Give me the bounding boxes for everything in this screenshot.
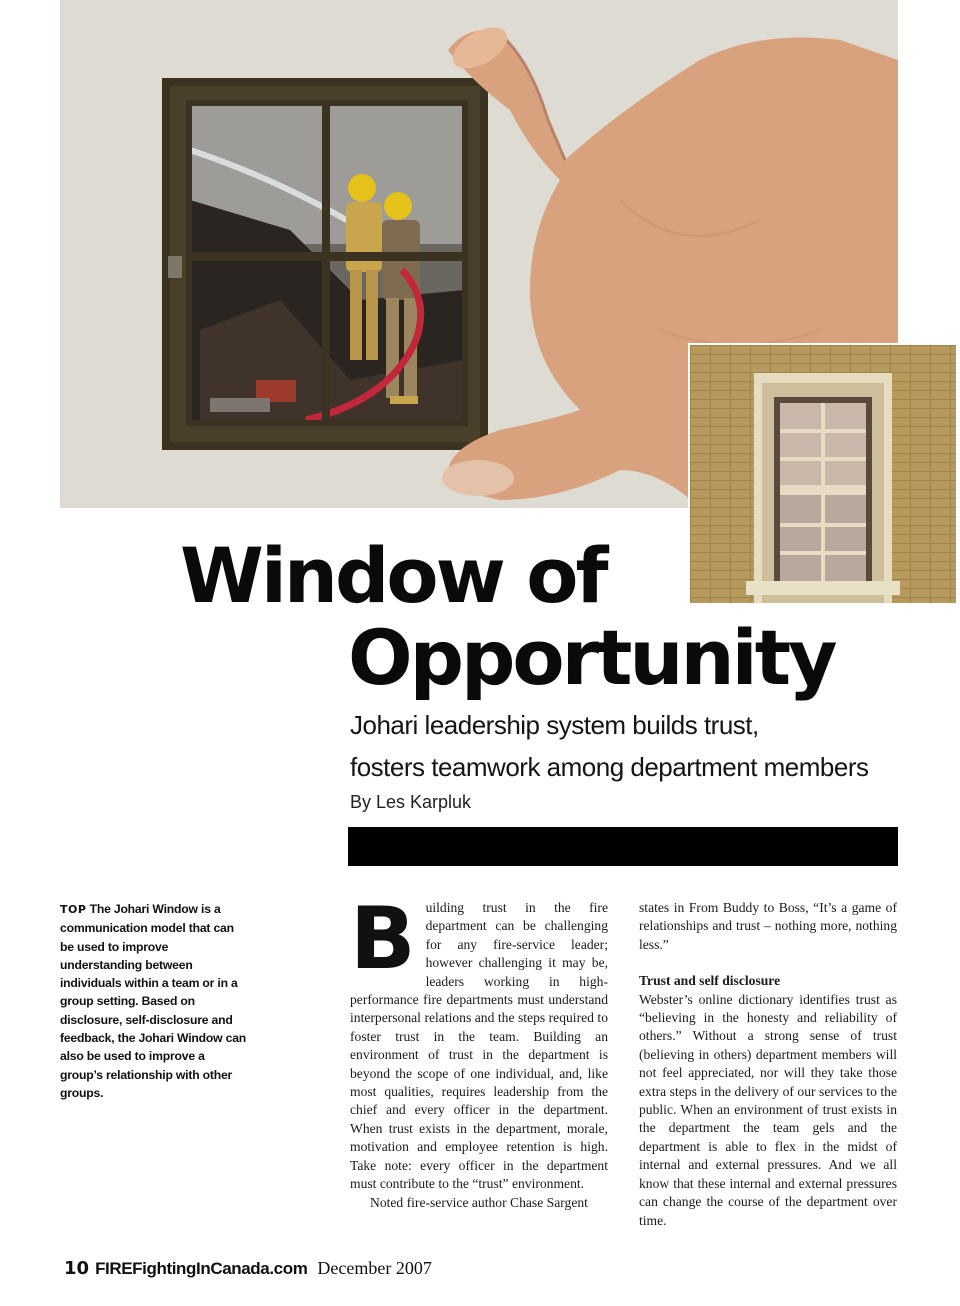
issue-date: December 2007 [317, 1258, 432, 1278]
caption-text: The Johari Window is a communication model that can be used to improve understanding between individuals within a team or in a group setting. Based on disclosure, self-disclosure and feedback, the Johari Window can also be used to improve a group’s relationship with other groups. [60, 902, 247, 1100]
page-footer [64, 1258, 432, 1279]
black-rule-bar [348, 827, 898, 866]
small-window [162, 78, 488, 450]
body-paragraph-1 [350, 889, 608, 1194]
website-link[interactable]: FIREFightingInCanada.com [95, 1259, 308, 1278]
photo-caption [60, 900, 250, 1102]
byline: By Les Karpluk [350, 792, 472, 812]
drop-cap: B [350, 889, 416, 989]
body-column-1 [350, 889, 608, 1212]
section-subhead: Trust and self disclosure [639, 973, 781, 989]
caption-lead: TOP [60, 903, 87, 916]
body-paragraph-3: states in From Buddy to Boss, “It’s a game of relationships and trust – nothing more, nothing less.” [639, 900, 897, 952]
page-number: 10 [64, 1258, 90, 1279]
headline-line-1: Window of [180, 531, 606, 620]
body-column-2 [639, 899, 897, 1230]
deck-line-2: fosters teamwork among department members [350, 752, 869, 782]
body-paragraph-4: Webster’s online dictionary identifies trust as “believing in the honesty and reliability of others.” Without a strong sense of trust (believing in others) department members will not feel appreciated, nor will they take those extra steps in the delivery of our services to the public. When an environment of trust exists in the department the team gels and the department is able to flex in the midst of internal and external pressures. And we all know that these internal and external pressures can change the course of the department over time. [639, 991, 897, 1228]
body-paragraph-2: Noted fire-service author Chase Sargent [370, 1194, 588, 1210]
deck-line-1: Johari leadership system builds trust, [350, 710, 759, 740]
headline-line-2: Opportunity [348, 613, 835, 702]
paragraph-1-text: uilding trust in the fire department can be challenging for any fire-service leader; however challenging it may be, leaders working in high-performance fire departments must understand interpersonal relations and the steps required to foster trust in the team. Building an environment of trust in the department is beyond the scope of one individual, and, like most qualities, requires leadership from the chief and every officer in the department. When trust exists in the department, morale, motivation and employee retention is high. Take note: every officer in the department must contribute to the “trust” environment. [350, 900, 608, 1192]
brick-window-illustration [690, 345, 956, 603]
brick-window-photo [688, 343, 958, 605]
